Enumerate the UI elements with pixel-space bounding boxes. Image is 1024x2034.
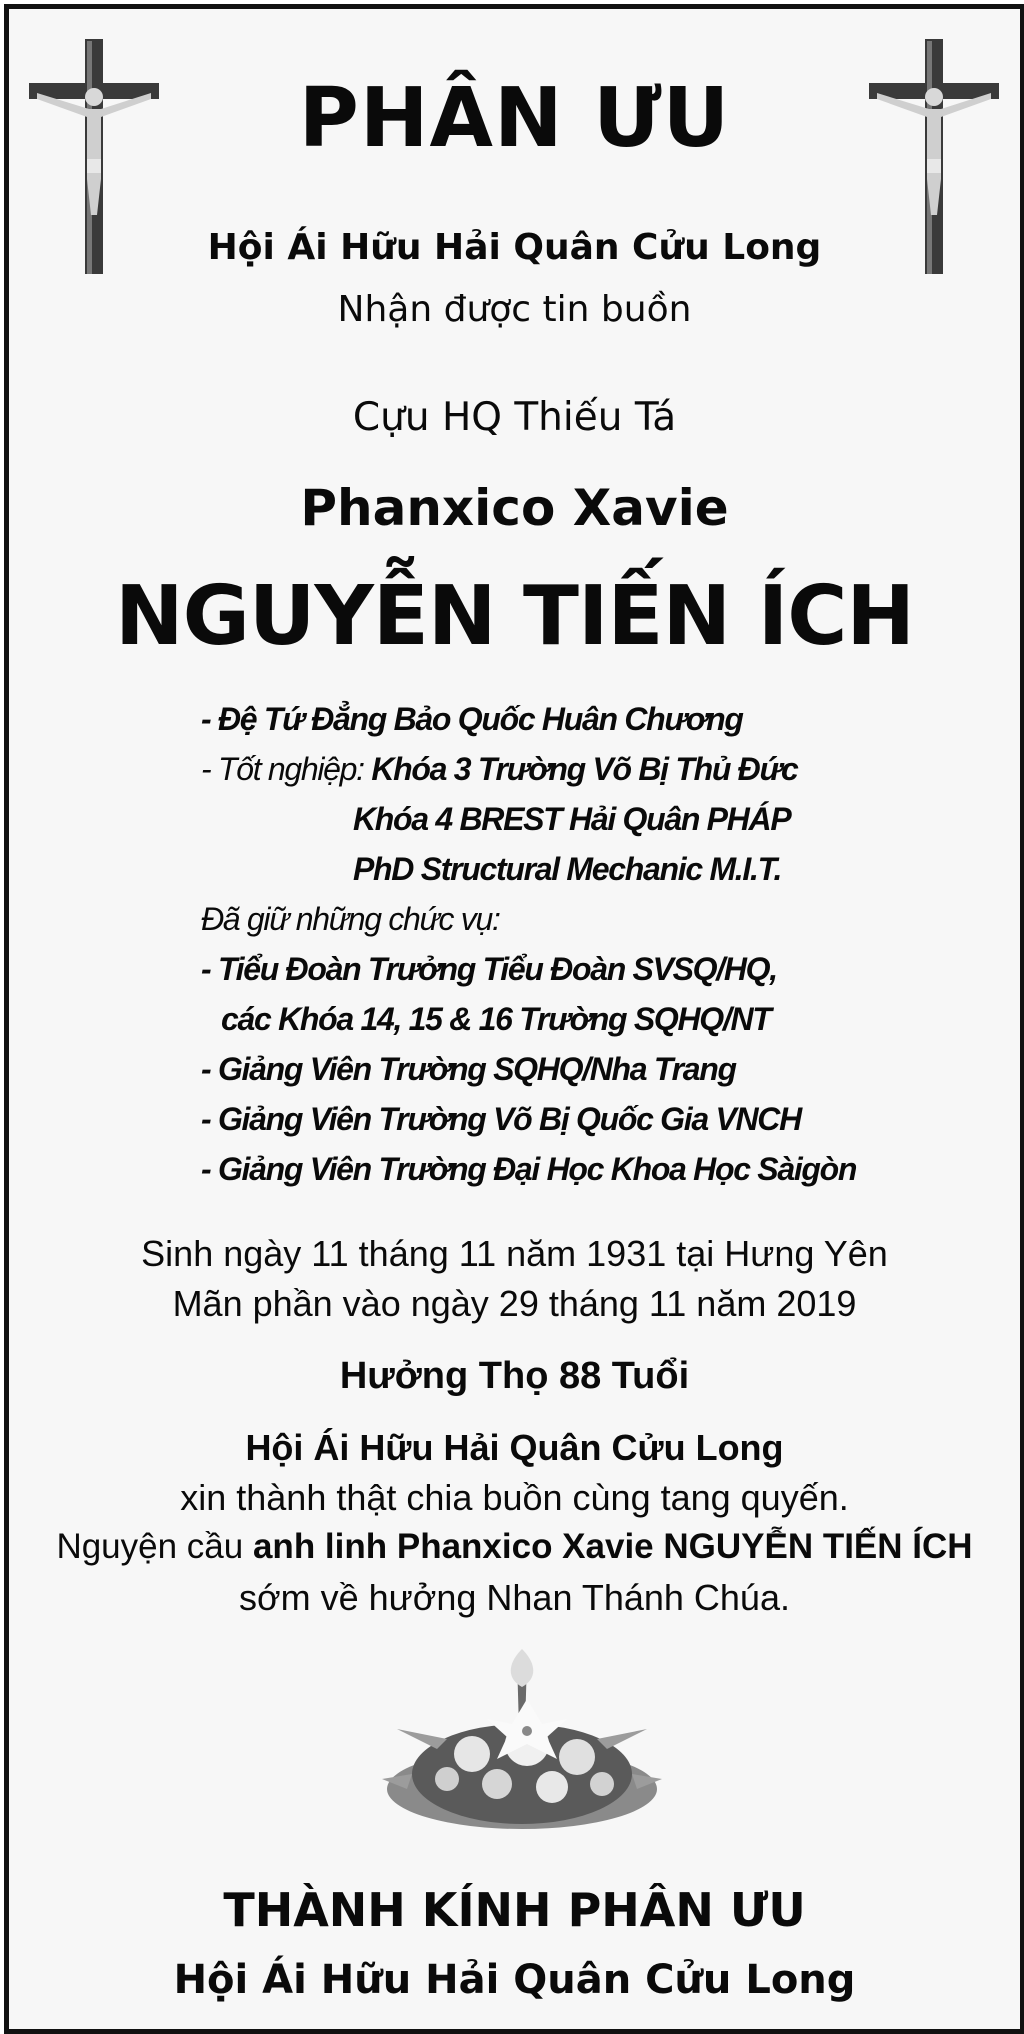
page-title: PHÂN ƯU (298, 71, 731, 166)
flower-bouquet-icon (377, 1639, 667, 1849)
org-name: Hội Ái Hữu Hải Quân Cửu Long (207, 227, 822, 268)
graduation-line-3: PhD Structural Mechanic M.I.T. (353, 851, 782, 887)
position-item: - Tiểu Đoàn Trưởng Tiểu Đoàn SVSQ/HQ, (201, 951, 777, 987)
award-line: - Đệ Tứ Đẳng Bảo Quốc Huân Chương (201, 701, 743, 737)
closing-org: Hội Ái Hữu Hải Quân Cửu Long (173, 1957, 856, 2003)
position-item: - Giảng Viên Trường Đại Học Khoa Học Sàigòn (201, 1151, 857, 1187)
age-line: Hưởng Thọ 88 Tuổi (339, 1355, 690, 1397)
deceased-name: NGUYỄN TIẾN ÍCH (114, 569, 915, 664)
death-line: Mãn phần vào ngày 29 tháng 11 năm 2019 (172, 1283, 857, 1324)
prayer-line-end: sớm về hưởng Nhan Thánh Chúa. (239, 1577, 790, 1618)
birth-line: Sinh ngày 11 tháng 11 năm 1931 tại Hưng Yên (141, 1233, 888, 1274)
christian-name: Phanxico Xavie (300, 479, 729, 537)
obituary-frame (4, 4, 1024, 2034)
closing-title: THÀNH KÍNH PHÂN ƯU (223, 1883, 806, 1937)
position-item: - Giảng Viên Trường Võ Bị Quốc Gia VNCH (201, 1101, 801, 1137)
condolence-line: xin thành thật chia buồn cùng tang quyến. (180, 1477, 849, 1518)
deceased-rank: Cựu HQ Thiếu Tá (352, 395, 677, 440)
position-item-cont: các Khóa 14, 15 & 16 Trường SQHQ/NT (221, 1001, 771, 1037)
position-item: - Giảng Viên Trường SQHQ/Nha Trang (201, 1051, 736, 1087)
prayer-line: Nguyện cầu anh linh Phanxico Xavie NGUYỄN TIẾN ÍCH (56, 1527, 973, 1566)
positions-heading: Đã giữ những chức vụ: (201, 901, 500, 937)
graduation-line: - Tốt nghiệp: Khóa 3 Trường Võ Bị Thủ Đức (201, 751, 798, 787)
condolence-org: Hội Ái Hữu Hải Quân Cửu Long (245, 1427, 784, 1468)
graduation-line-2: Khóa 4 BREST Hải Quân PHÁP (353, 801, 791, 837)
news-line: Nhận được tin buồn (337, 289, 692, 330)
